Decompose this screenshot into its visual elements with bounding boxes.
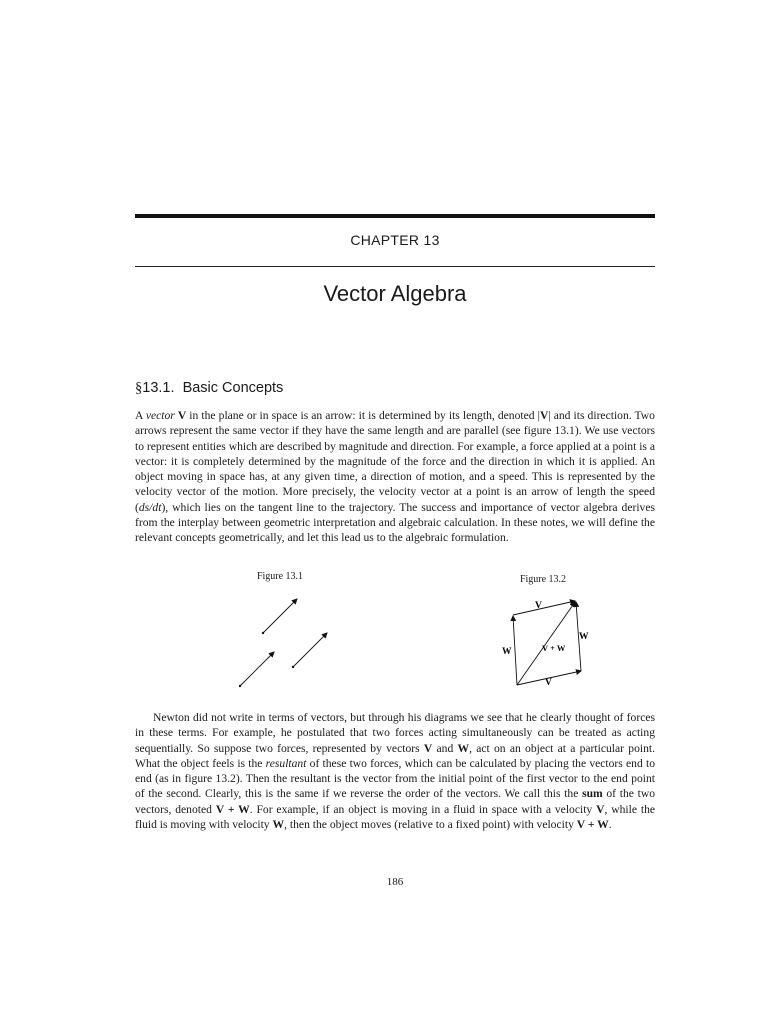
arrow-3 xyxy=(239,652,274,687)
section-heading xyxy=(135,380,283,397)
paragraph-newton-resultant: Newton did not write in terms of vectors, but through his diagrams we see that he clearly thought of forces in these terms. For example, he postulated that two forces acting simultaneously can be treated as acting sequentially. So suppose two forces, represented by vectors V and W, act on an object at a particular point. What the object feels is the resultant of these two forces, which can be calculated by placing the vectors end to end (as in figure 13.2). Then the resultant is the vector from the initial point of the first vector to the end point of the second. Clearly, this is the same if we reverse the order of the vectors. We call this the sum of the two vectors, denoted V + W. For example, if an object is moving in a fluid in space with a velocity V, while the fluid is moving with velocity W, then the object moves (relative to a fixed point) with velocity V + W. xyxy=(135,711,656,832)
label-w-right: W xyxy=(579,632,589,642)
section-title: Basic Concepts xyxy=(182,380,284,396)
figure-13-2-caption: Figure 13.2 xyxy=(519,574,567,585)
section-symbol: § xyxy=(135,380,143,396)
section-number: 13.1. xyxy=(142,380,175,396)
label-w-left: W xyxy=(502,647,512,657)
chapter-top-rule xyxy=(135,214,655,218)
label-v-top: V xyxy=(535,601,542,611)
figure-13-2-parallelogram xyxy=(495,595,605,690)
figure-13-1-caption: Figure 13.1 xyxy=(256,571,304,582)
chapter-bottom-rule xyxy=(135,266,655,267)
arrow-1 xyxy=(262,599,297,634)
vector-w-left xyxy=(513,616,517,685)
vector-v-top xyxy=(513,601,575,615)
label-v-bottom: V xyxy=(545,678,552,688)
chapter-title: Vector Algebra xyxy=(323,281,467,306)
label-sum: V + W xyxy=(542,643,566,653)
page-number: 186 xyxy=(386,876,404,888)
arrow-2 xyxy=(292,633,327,668)
figure-13-1-parallel-arrows xyxy=(225,590,345,690)
paragraph-basic-concepts: A vector V in the plane or in space is an arrow: it is determined by its length, denoted |V| and its direction. Two arrows represent the same vector if they have the same length and are parallel (see figure 13.1). We use vectors to represent entities which are described by magnitude and direction. For example, a force applied at a point is a vector: it is completely determined by the magnitude of the force and the direction in which it is applied. An object moving in space has, at any given time, a direction of motion, and a speed. This is represented by the velocity vector of the motion. More precisely, the velocity vector at a point is an arrow of length the speed (ds/dt), which lies on the tangent line to the trajectory. The success and importance of vector algebra derives from the interplay between geometric interpretation and algebraic calculation. In these notes, we will define the relevant concepts geometrically, and let this lead us to the algebraic formulation. xyxy=(135,409,655,545)
chapter-label: CHAPTER 13 xyxy=(350,232,440,248)
